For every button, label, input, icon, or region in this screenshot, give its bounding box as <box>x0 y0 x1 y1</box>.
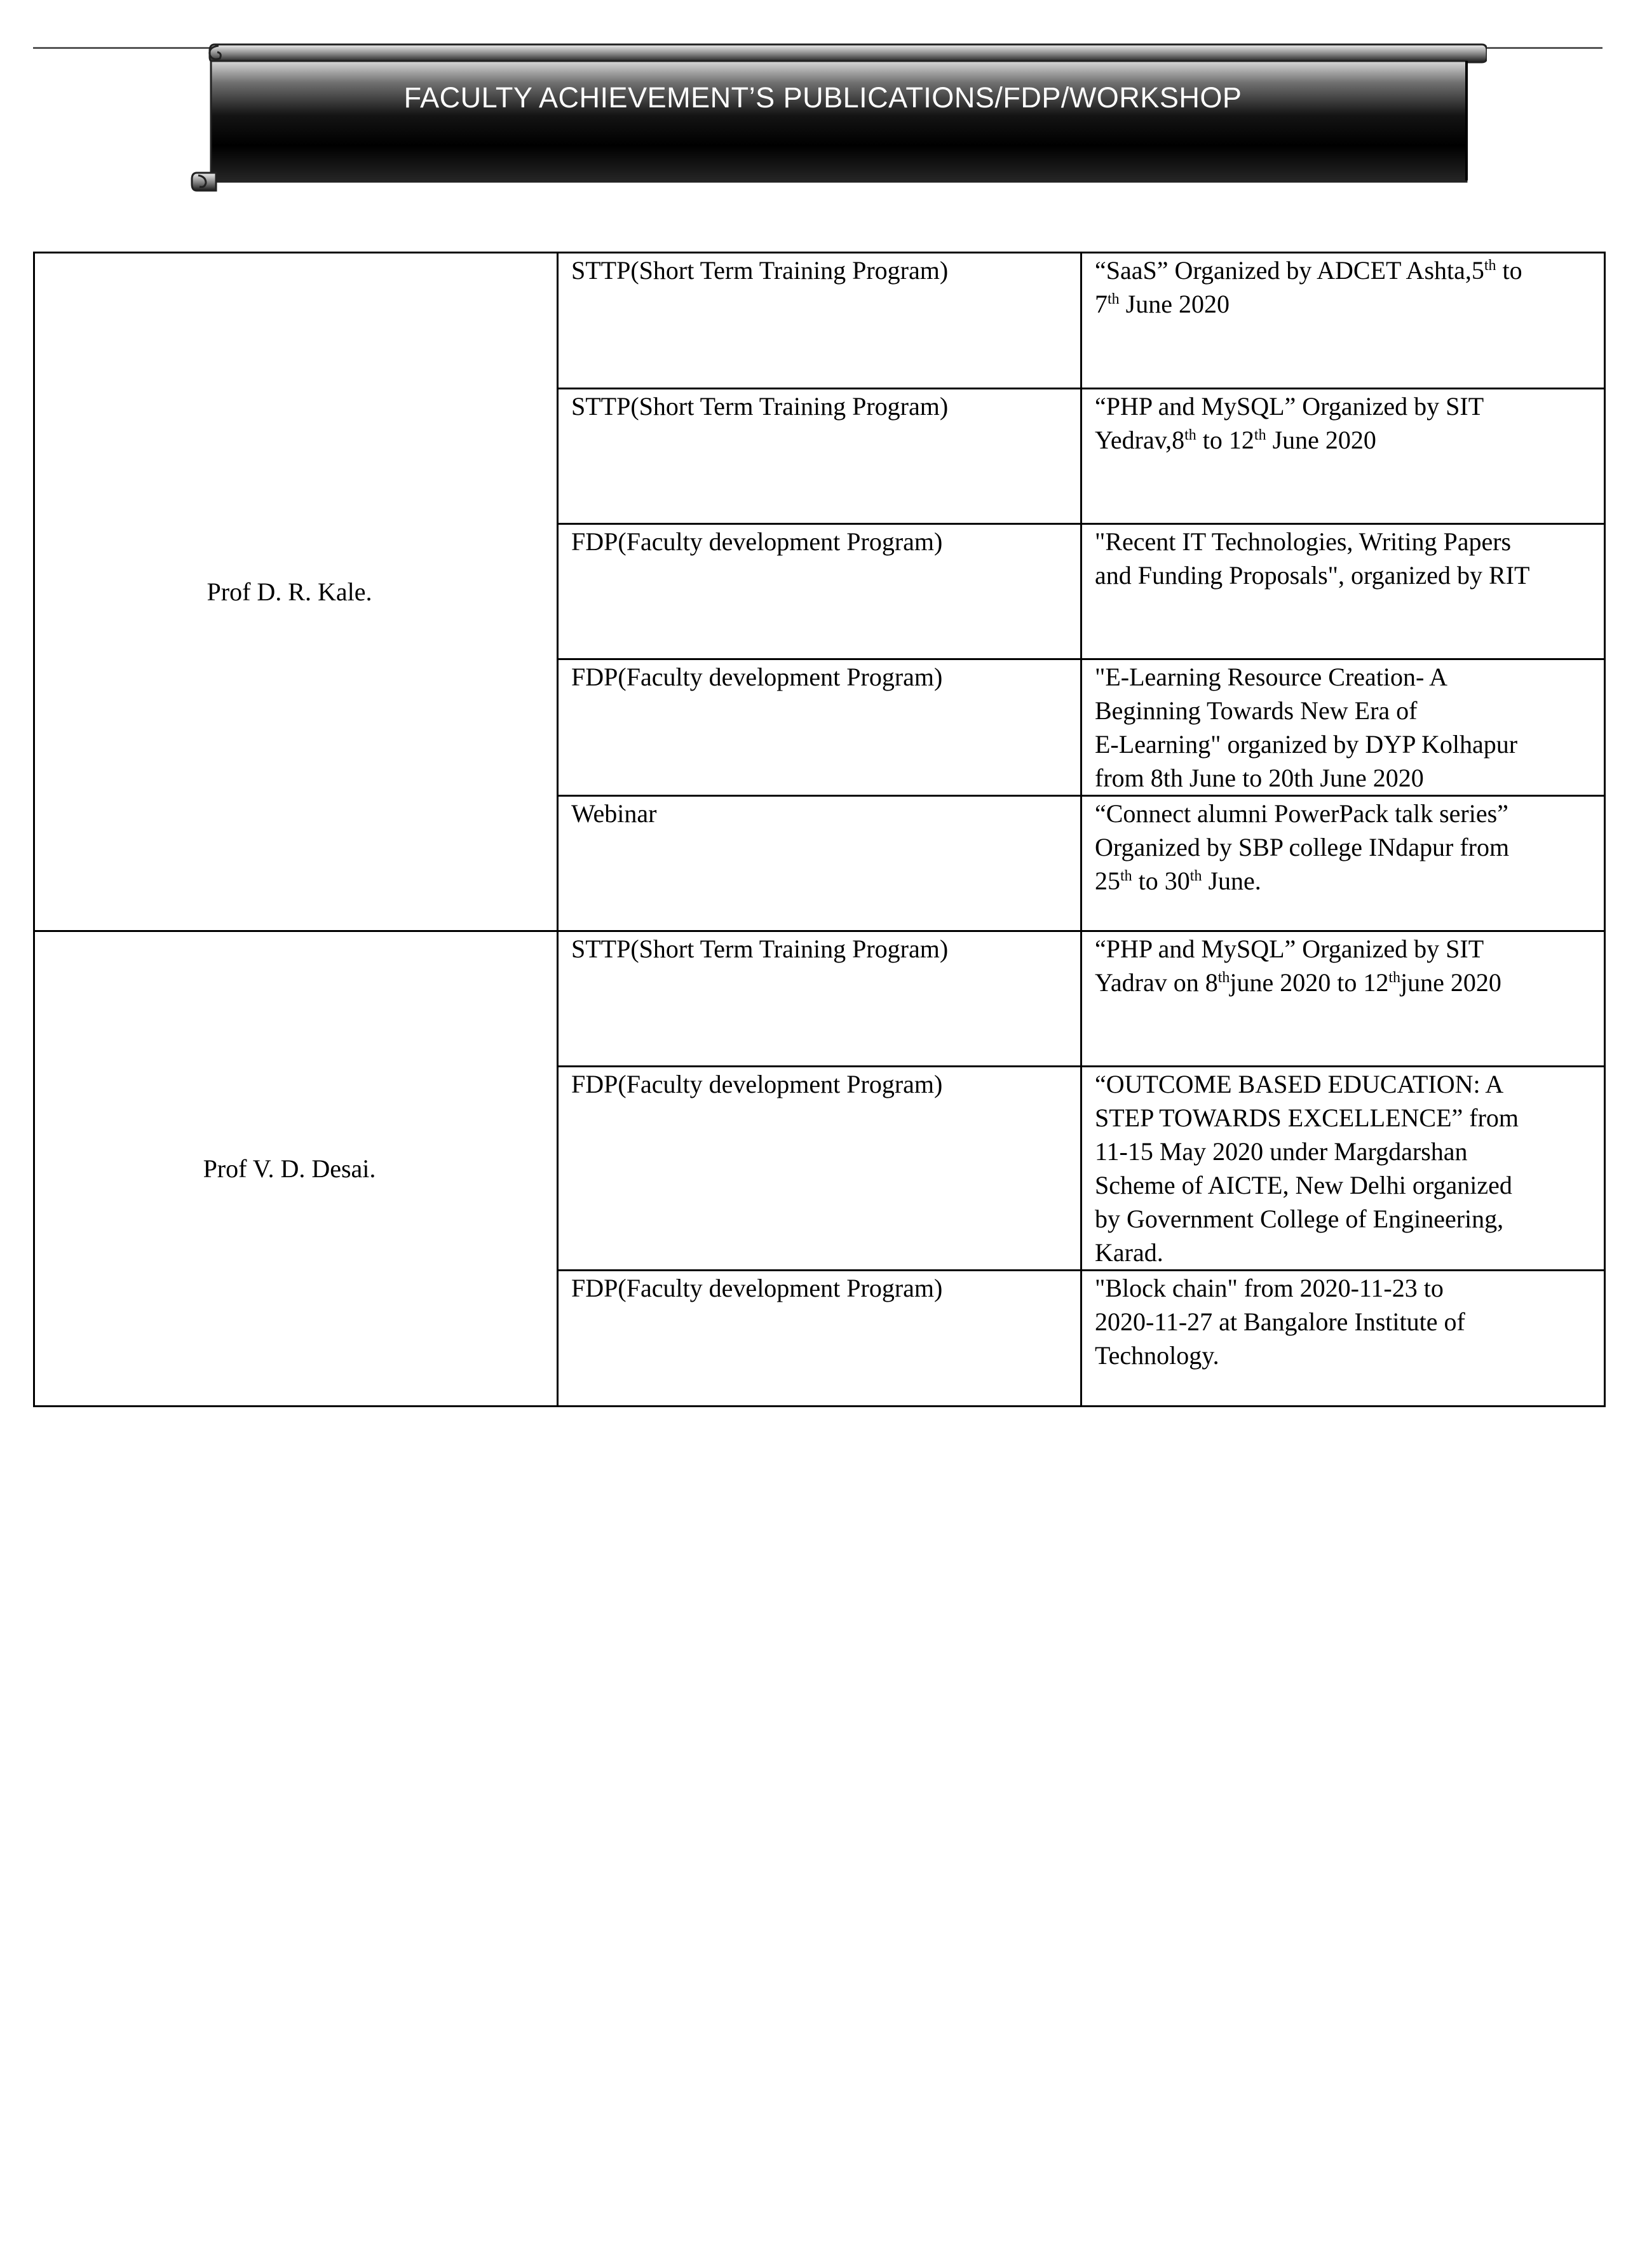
activity-type: FDP(Faculty development Program) <box>571 663 943 691</box>
faculty-name-cell <box>34 253 558 931</box>
ordinal-suffix: th <box>1120 868 1132 884</box>
activity-type-cell <box>558 524 1081 659</box>
activity-details-cell <box>1081 796 1605 931</box>
ordinal-suffix: th <box>1184 427 1196 443</box>
activity-details: "Block chain" from 2020-11-23 to 2020-11-27 at Bangalore Institute of Technology. <box>1095 1274 1465 1370</box>
activity-type-cell <box>558 659 1081 796</box>
activity-type-cell <box>558 796 1081 931</box>
activity-details: "Recent IT Technologies, Writing Papers and Funding Proposals", organized by RIT <box>1095 527 1530 590</box>
activity-type: FDP(Faculty development Program) <box>571 1070 943 1098</box>
faculty-name: Prof V. D. Desai. <box>203 1154 376 1183</box>
activity-details: “SaaS” Organized by ADCET Ashta,5th to 7th June 2020 <box>1095 256 1522 318</box>
table-row <box>34 931 1605 1067</box>
activity-details-cell <box>1081 253 1605 389</box>
activity-details-cell <box>1081 389 1605 524</box>
activity-details: “PHP and MySQL” Organized by SIT Yadrav on 8thjune 2020 to 12thjune 2020 <box>1095 935 1501 997</box>
ordinal-suffix: th <box>1254 427 1266 443</box>
achievements-table <box>33 252 1606 1407</box>
page-title: FACULTY ACHIEVEMENT’S PUBLICATIONS/FDP/WORKSHOP <box>403 81 1242 114</box>
activity-details: “PHP and MySQL” Organized by SIT Yedrav,8th to 12th June 2020 <box>1095 392 1484 454</box>
activity-details-cell <box>1081 1067 1605 1271</box>
ordinal-suffix: th <box>1217 969 1230 986</box>
activity-details-cell <box>1081 1271 1605 1407</box>
activity-type-cell <box>558 1067 1081 1271</box>
activity-type-cell <box>558 1271 1081 1407</box>
faculty-name-cell <box>34 931 558 1407</box>
activity-type: FDP(Faculty development Program) <box>571 1274 943 1302</box>
ordinal-suffix: th <box>1189 868 1202 884</box>
activity-details-cell <box>1081 931 1605 1067</box>
ordinal-suffix: th <box>1108 291 1120 307</box>
scroll-banner-shape <box>191 42 1487 193</box>
ordinal-suffix: th <box>1484 257 1496 274</box>
activity-type: STTP(Short Term Training Program) <box>571 392 949 421</box>
activity-type: STTP(Short Term Training Program) <box>571 256 949 285</box>
activity-details: “Connect alumni PowerPack talk series” Organized by SBP college INdapur from 25th to 30th June. <box>1095 799 1510 895</box>
activity-type-cell <box>558 389 1081 524</box>
activity-details-cell <box>1081 524 1605 659</box>
activity-type: STTP(Short Term Training Program) <box>571 935 949 963</box>
activity-details-cell <box>1081 659 1605 796</box>
table-row <box>34 253 1605 389</box>
ordinal-suffix: th <box>1388 969 1401 986</box>
activity-type-cell <box>558 253 1081 389</box>
activity-type: Webinar <box>571 799 657 828</box>
header-banner <box>191 42 1487 193</box>
activity-details: "E-Learning Resource Creation- A Beginning Towards New Era of E-Learning" organized by DYP Kolhapur from 8th June to 20th June 2020 <box>1095 663 1518 792</box>
activity-type-cell <box>558 931 1081 1067</box>
activity-type: FDP(Faculty development Program) <box>571 527 943 556</box>
activity-details: “OUTCOME BASED EDUCATION: A STEP TOWARDS EXCELLENCE” from 11-15 May 2020 under Margdarshan Scheme of AICTE, New Delhi organized by Government College of Engineering, Karad. <box>1095 1070 1519 1267</box>
faculty-name: Prof D. R. Kale. <box>207 577 372 606</box>
